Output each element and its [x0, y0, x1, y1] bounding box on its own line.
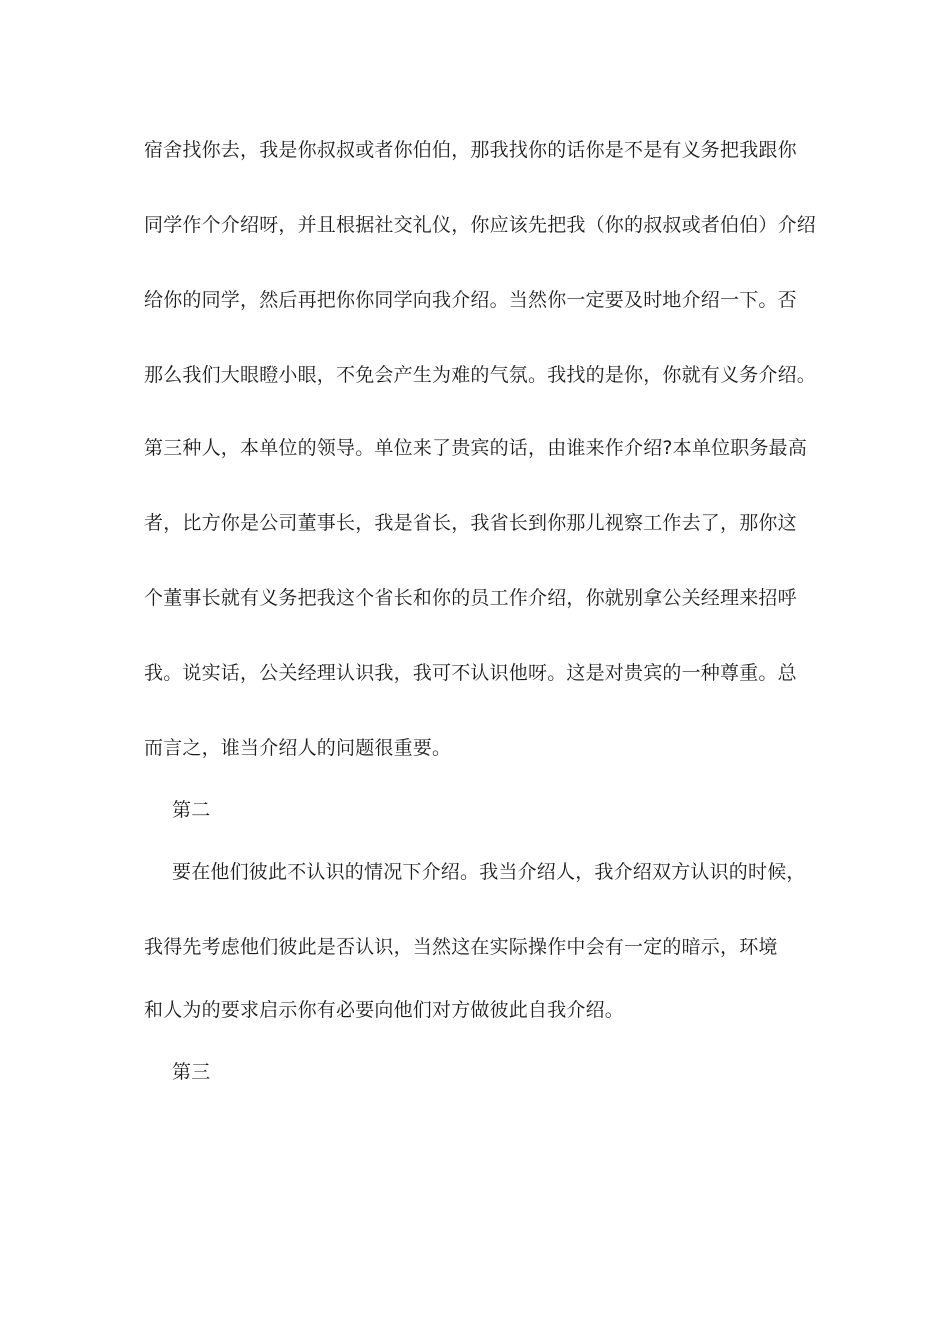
text-line-3: 给你的同学，然后再把你你同学向我介绍。当然你一定要及时地介绍一下。否 — [144, 289, 797, 311]
text-line-8: 我。说实话，公关经理认识我，我可不认识他呀。这是对贵宾的一种尊重。总 — [144, 662, 797, 684]
text-line-9: 而言之，谁当介绍人的问题很重要。 — [144, 737, 452, 759]
text-line-6: 者，比方你是公司董事长，我是省长，我省长到你那儿视察工作去了，那你这 — [144, 512, 797, 534]
section-heading-second: 第二 — [172, 799, 211, 821]
text-line-1: 宿舍找你去，我是你叔叔或者你伯伯，那我找你的话你是不是有义务把我跟你 — [144, 139, 797, 161]
text-line-11: 要在他们彼此不认识的情况下介绍。我当介绍人，我介绍双方认识的时候， — [172, 861, 806, 883]
text-line-7: 个董事长就有义务把我这个省长和你的员工作介绍，你就别拿公关经理来招呼 — [144, 587, 797, 609]
section-heading-third: 第三 — [172, 1061, 211, 1083]
text-line-12: 我得先考虑他们彼此是否认识，当然这在实际操作中会有一定的暗示，环境 — [144, 936, 778, 958]
text-line-5: 第三种人，本单位的领导。单位来了贵宾的话，由谁来作介绍?本单位职务最高 — [144, 437, 808, 459]
text-line-13: 和人为的要求启示你有必要向他们对方做彼此自我介绍。 — [144, 999, 625, 1021]
text-line-4: 那么我们大眼瞪小眼，不免会产生为难的气氛。我找的是你，你就有义务介绍。 — [144, 364, 817, 386]
text-line-2: 同学作个介绍呀，并且根据社交礼仪，你应该先把我（你的叔叔或者伯伯）介绍 — [144, 214, 817, 236]
